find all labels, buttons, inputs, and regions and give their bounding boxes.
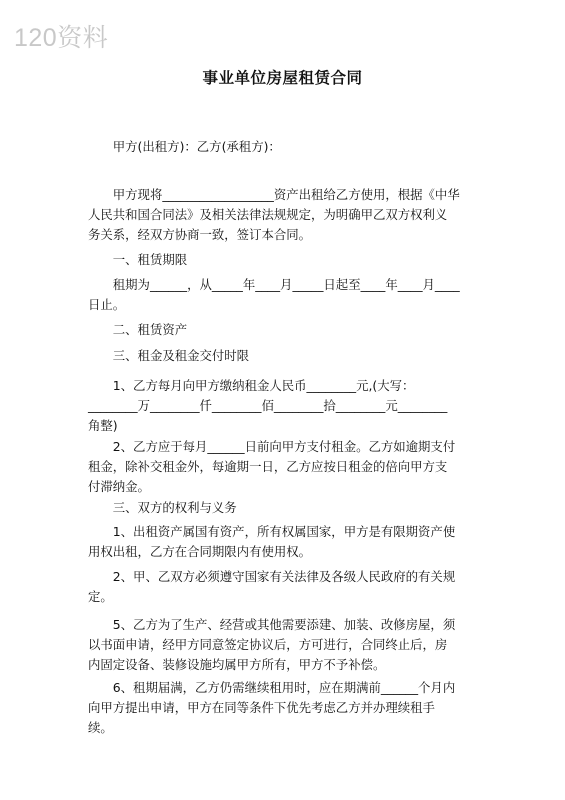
paragraph [88, 522, 485, 562]
paragraph [88, 678, 485, 738]
paragraph-line: ________万________仟________佰________拾________元________ [88, 398, 448, 413]
paragraph [88, 275, 485, 315]
paragraph-line: 付滞纳金。 [88, 479, 150, 494]
paragraph [88, 498, 485, 518]
paragraph [88, 437, 485, 497]
paragraph-line: 定。 [88, 589, 113, 604]
paragraph-line: 2、甲、乙双方必须遵守国家有关法律及各级人民政府的有关规 [88, 569, 456, 584]
paragraph-line: 6、租期届满，乙方仍需继续租用时，应在期满前______个月内 [88, 680, 456, 695]
watermark: 120资料 [14, 24, 109, 52]
paragraph-line: 5、乙方为了生产、经营或其他需要添建、加装、改修房屋，须 [88, 617, 456, 632]
paragraph-line: 角整) [88, 418, 118, 433]
paragraph-line: 租金，除补交租金外，每逾期一日，乙方应按日租金的倍向甲方支 [88, 459, 448, 474]
paragraph-line: 2、乙方应于每月______日前向甲方支付租金。乙方如逾期支付 [88, 439, 456, 454]
paragraph [88, 137, 485, 157]
paragraph-line: 内固定设备、装修设施均属甲方所有，甲方不予补偿。 [88, 657, 386, 672]
paragraph-line: 1、乙方每月向甲方缴纳租金人民币________元,(大写： [88, 378, 415, 393]
paragraph [88, 567, 485, 607]
paragraph-line: 以书面申请，经甲方同意签定协议后，方可进行，合同终止后，房 [88, 637, 448, 652]
paragraph-line: 人民共和国合同法》及相关法律法规规定，为明确甲乙双方权利义 [88, 207, 448, 222]
paragraph-line: 三、双方的权利与义务 [88, 500, 237, 515]
paragraph [88, 615, 485, 675]
paragraph-line: 用权出租，乙方在合同期限内有使用权。 [88, 544, 312, 559]
paragraph-line: 甲方(出租方)：乙方(承租方)： [88, 139, 281, 154]
paragraph-line: 甲方现将__________________资产出租给乙方使用，根据《中华 [88, 187, 460, 202]
paragraph [88, 346, 485, 366]
paragraph [88, 376, 485, 436]
paragraph [88, 320, 485, 340]
paragraph-line: 租期为______，从_____年____月_____日起至____年____月____ [88, 277, 460, 292]
paragraph [88, 185, 485, 245]
paragraph-line: 续。 [88, 720, 113, 735]
paragraph-line: 1、出租资产属国有资产，所有权属国家，甲方是有限期资产使 [88, 524, 456, 539]
paragraph-line: 二、租赁资产 [88, 322, 188, 337]
paragraph-line: 日止。 [88, 297, 126, 312]
paragraph-line: 务关系，经双方协商一致，签订本合同。 [88, 227, 312, 242]
paragraph-line: 三、租金及租金交付时限 [88, 348, 250, 363]
paragraph [88, 250, 485, 270]
paragraph-line: 向甲方提出申请，甲方在同等条件下优先考虑乙方并办理续租手 [88, 700, 435, 715]
document-title: 事业单位房屋租赁合同 [202, 69, 363, 87]
paragraph-line: 一、租赁期限 [88, 252, 188, 267]
